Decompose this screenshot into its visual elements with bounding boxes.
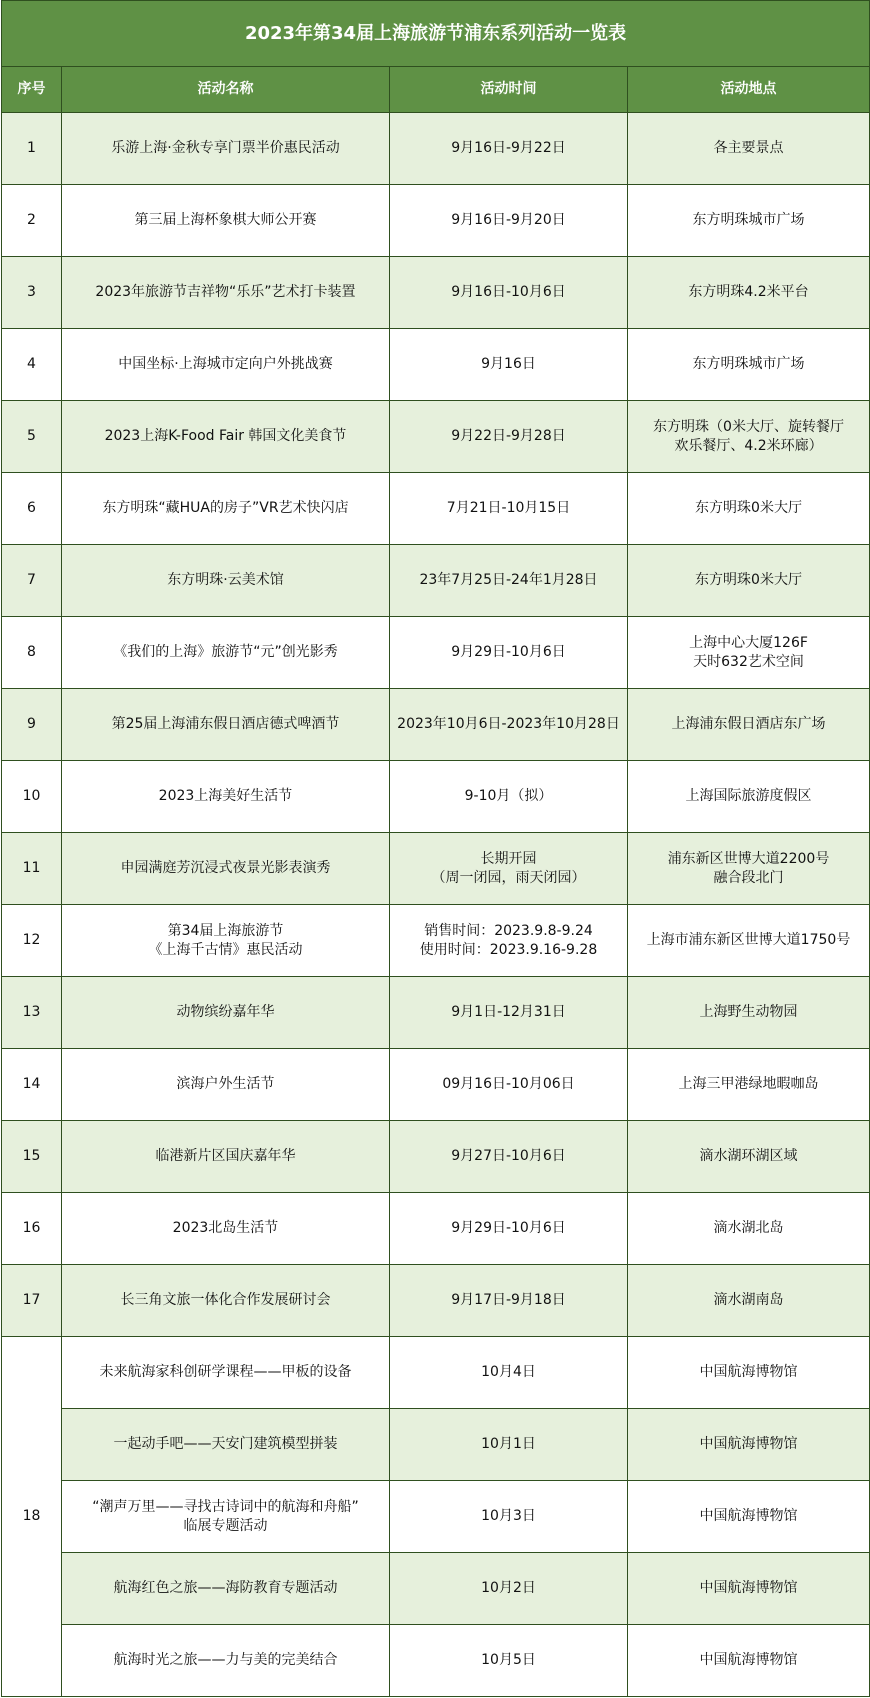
activity-name: 中国坐标·上海城市定向户外挑战赛 (62, 329, 390, 401)
activity-name: 第25届上海浦东假日酒店德式啤酒节 (62, 689, 390, 761)
activity-name: 未来航海家科创研学课程——甲板的设备 (62, 1337, 390, 1409)
activity-time: 9月16日 (390, 329, 628, 401)
activity-place: 东方明珠4.2米平台 (628, 257, 870, 329)
row-number: 13 (2, 977, 62, 1049)
activity-time: 9月17日-9月18日 (390, 1265, 628, 1337)
activity-place: 东方明珠0米大厅 (628, 473, 870, 545)
activity-name: 2023上海美好生活节 (62, 761, 390, 833)
activity-name: 2023北岛生活节 (62, 1193, 390, 1265)
activity-place: 东方明珠城市广场 (628, 329, 870, 401)
activity-time: 9月29日-10月6日 (390, 1193, 628, 1265)
activity-name: “潮声万里——寻找古诗词中的航海和舟船” 临展专题活动 (62, 1481, 390, 1553)
activity-name: 航海时光之旅——力与美的完美结合 (62, 1625, 390, 1697)
activity-name: 航海红色之旅——海防教育专题活动 (62, 1553, 390, 1625)
activity-name: 东方明珠“藏HUA的房子”VR艺术快闪店 (62, 473, 390, 545)
table-row (2, 1193, 870, 1265)
activity-time: 9月29日-10月6日 (390, 617, 628, 689)
activity-time: 10月2日 (390, 1553, 628, 1625)
activity-place: 中国航海博物馆 (628, 1625, 870, 1697)
title-row (2, 1, 870, 67)
table-row (2, 1625, 870, 1697)
row-number: 11 (2, 833, 62, 905)
activity-time: 10月1日 (390, 1409, 628, 1481)
activity-time: 7月21日-10月15日 (390, 473, 628, 545)
activity-place: 滴水湖北岛 (628, 1193, 870, 1265)
activity-name: 临港新片区国庆嘉年华 (62, 1121, 390, 1193)
row-number: 18 (2, 1337, 62, 1697)
activity-time: 09月16日-10月06日 (390, 1049, 628, 1121)
activity-place: 东方明珠0米大厅 (628, 545, 870, 617)
activity-time: 10月3日 (390, 1481, 628, 1553)
activity-time: 9月16日-9月22日 (390, 113, 628, 185)
activity-place: 中国航海博物馆 (628, 1553, 870, 1625)
activity-time: 23年7月25日-24年1月28日 (390, 545, 628, 617)
table-row (2, 689, 870, 761)
row-number: 16 (2, 1193, 62, 1265)
header-row (2, 67, 870, 113)
activity-time: 2023年10月6日-2023年10月28日 (390, 689, 628, 761)
table-row (2, 401, 870, 473)
activity-name: 第34届上海旅游节 《上海千古情》惠民活动 (62, 905, 390, 977)
header-place: 活动地点 (628, 67, 870, 113)
table-row (2, 473, 870, 545)
activity-time: 9月16日-10月6日 (390, 257, 628, 329)
activity-place: 上海中心大厦126F 天时632艺术空间 (628, 617, 870, 689)
activity-name: 《我们的上海》旅游节“元”创光影秀 (62, 617, 390, 689)
table-row (2, 1121, 870, 1193)
table-title: 2023年第34届上海旅游节浦东系列活动一览表 (2, 1, 870, 67)
activity-place: 上海浦东假日酒店东广场 (628, 689, 870, 761)
activity-time: 9月27日-10月6日 (390, 1121, 628, 1193)
activity-place: 东方明珠城市广场 (628, 185, 870, 257)
activity-sheet (1, 0, 869, 1697)
table-row (2, 761, 870, 833)
activity-place: 滴水湖环湖区域 (628, 1121, 870, 1193)
activity-place: 上海国际旅游度假区 (628, 761, 870, 833)
row-number: 17 (2, 1265, 62, 1337)
activity-name: 第三届上海杯象棋大师公开赛 (62, 185, 390, 257)
table-row (2, 1049, 870, 1121)
table-row (2, 833, 870, 905)
row-number: 5 (2, 401, 62, 473)
activity-time: 9月1日-12月31日 (390, 977, 628, 1049)
activity-name: 一起动手吧——天安门建筑模型拼装 (62, 1409, 390, 1481)
activity-time: 10月4日 (390, 1337, 628, 1409)
activity-time: 销售时间：2023.9.8-9.24 使用时间：2023.9.16-9.28 (390, 905, 628, 977)
row-number: 4 (2, 329, 62, 401)
row-number: 10 (2, 761, 62, 833)
activity-name: 2023年旅游节吉祥物“乐乐”艺术打卡装置 (62, 257, 390, 329)
row-number: 6 (2, 473, 62, 545)
header-no: 序号 (2, 67, 62, 113)
activity-name: 东方明珠·云美术馆 (62, 545, 390, 617)
activity-place: 滴水湖南岛 (628, 1265, 870, 1337)
row-number: 9 (2, 689, 62, 761)
activity-place: 东方明珠（0米大厅、旋转餐厅 欢乐餐厅、4.2米环廊） (628, 401, 870, 473)
row-number: 15 (2, 1121, 62, 1193)
activity-place: 浦东新区世博大道2200号 融合段北门 (628, 833, 870, 905)
row-number: 3 (2, 257, 62, 329)
table-row (2, 185, 870, 257)
table-row (2, 617, 870, 689)
activity-place: 中国航海博物馆 (628, 1409, 870, 1481)
row-number: 1 (2, 113, 62, 185)
table-row (2, 1265, 870, 1337)
row-number: 14 (2, 1049, 62, 1121)
table-row (2, 1553, 870, 1625)
activity-time: 9月16日-9月20日 (390, 185, 628, 257)
activity-place: 上海三甲港绿地暇咖岛 (628, 1049, 870, 1121)
table-row (2, 329, 870, 401)
activity-place: 上海市浦东新区世博大道1750号 (628, 905, 870, 977)
activity-table (1, 0, 870, 1697)
activity-name: 乐游上海·金秋专享门票半价惠民活动 (62, 113, 390, 185)
activity-name: 长三角文旅一体化合作发展研讨会 (62, 1265, 390, 1337)
table-row (2, 905, 870, 977)
row-number: 12 (2, 905, 62, 977)
table-row (2, 1481, 870, 1553)
table-body (2, 113, 870, 1697)
table-row (2, 1409, 870, 1481)
row-number: 7 (2, 545, 62, 617)
activity-time: 9-10月（拟） (390, 761, 628, 833)
activity-place: 中国航海博物馆 (628, 1481, 870, 1553)
activity-time: 长期开园 （周一闭园，雨天闭园） (390, 833, 628, 905)
activity-name: 申园满庭芳沉浸式夜景光影表演秀 (62, 833, 390, 905)
activity-place: 各主要景点 (628, 113, 870, 185)
activity-place: 中国航海博物馆 (628, 1337, 870, 1409)
activity-place: 上海野生动物园 (628, 977, 870, 1049)
activity-name: 2023上海K-Food Fair 韩国文化美食节 (62, 401, 390, 473)
header-name: 活动名称 (62, 67, 390, 113)
table-row (2, 977, 870, 1049)
activity-time: 10月5日 (390, 1625, 628, 1697)
activity-name: 动物缤纷嘉年华 (62, 977, 390, 1049)
table-row (2, 113, 870, 185)
table-row (2, 545, 870, 617)
activity-name: 滨海户外生活节 (62, 1049, 390, 1121)
row-number: 8 (2, 617, 62, 689)
header-time: 活动时间 (390, 67, 628, 113)
table-row (2, 1337, 870, 1409)
row-number: 2 (2, 185, 62, 257)
activity-time: 9月22日-9月28日 (390, 401, 628, 473)
table-row (2, 257, 870, 329)
